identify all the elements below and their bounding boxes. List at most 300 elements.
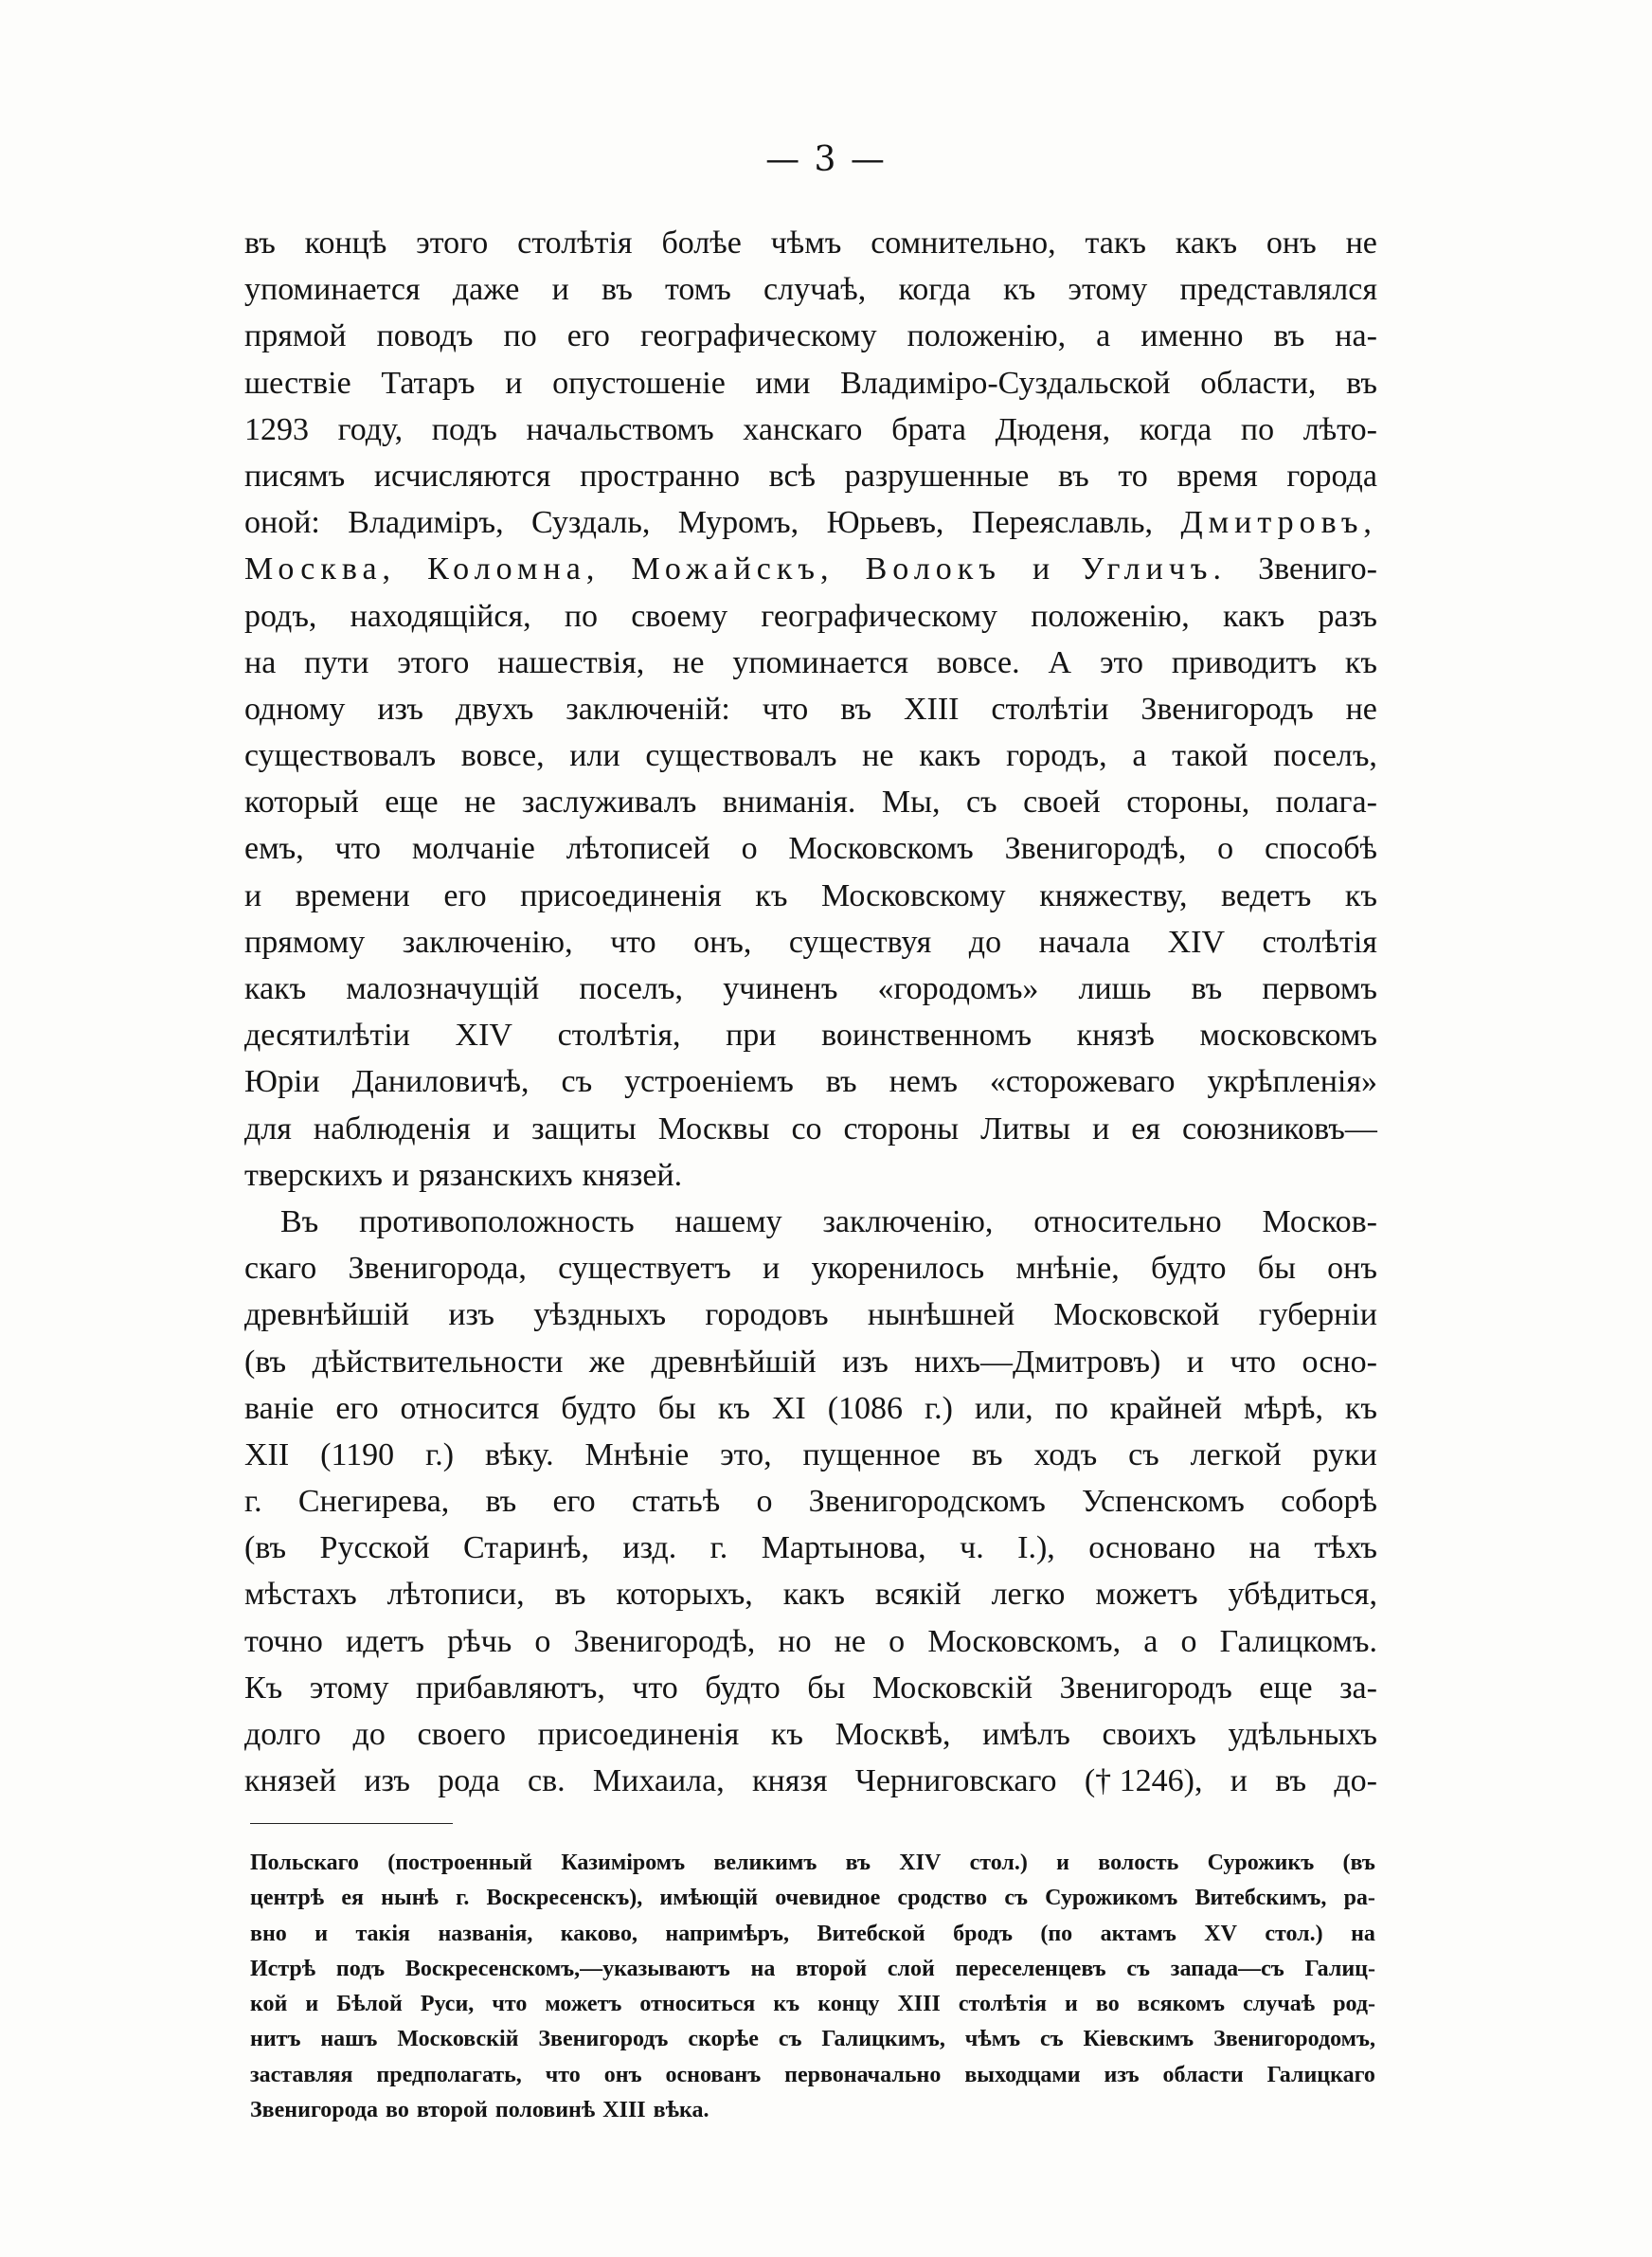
word: (1190: [320, 1436, 395, 1472]
word: прибавляютъ,: [415, 1670, 605, 1706]
body-line: [244, 732, 1377, 779]
word: и: [505, 365, 523, 401]
word: болѣе: [661, 226, 742, 261]
word: своей: [1023, 785, 1101, 821]
word: сомнительно,: [871, 226, 1056, 261]
word: которыхъ,: [616, 1577, 753, 1613]
word: съ: [1128, 1436, 1159, 1472]
word: за-: [1339, 1670, 1377, 1706]
word: лишь: [1078, 971, 1152, 1006]
word: Московскомъ,: [927, 1623, 1122, 1659]
word: такъ: [1085, 226, 1146, 261]
body-line: [244, 640, 1377, 686]
word: а: [1096, 318, 1111, 354]
word: двухъ: [455, 691, 534, 727]
word: нашествія,: [497, 644, 645, 680]
footnote-line: [250, 2093, 1375, 2128]
word: воинственномъ: [821, 1018, 1032, 1054]
word: Звенигорода: [250, 2098, 379, 2123]
body-line: [244, 1339, 1377, 1385]
word: при: [726, 1018, 777, 1054]
word: съ: [965, 785, 997, 821]
body-line: [244, 593, 1377, 640]
word: заключенію,: [402, 924, 573, 960]
word: руки: [1312, 1436, 1377, 1472]
word: пространно: [580, 458, 740, 494]
word: о: [534, 1623, 551, 1659]
word: молчаніе: [411, 831, 535, 867]
word: и: [305, 1992, 319, 2017]
word: въ: [971, 1436, 1003, 1472]
body-line: [244, 1525, 1377, 1571]
word: нитъ: [250, 2027, 301, 2052]
word: XIII: [903, 691, 960, 727]
word: предполагать,: [376, 2062, 522, 2087]
word: подъ: [335, 1956, 386, 1981]
word: Татаръ: [381, 365, 476, 401]
word: прямому: [244, 924, 366, 960]
word: ра-: [1343, 1886, 1375, 1911]
word: когда: [1139, 411, 1212, 447]
word: уѣздныхъ: [533, 1297, 667, 1333]
word: нынѣ: [381, 1886, 439, 1911]
word: немъ: [889, 1064, 958, 1100]
word: такой: [1172, 738, 1248, 774]
word: князей: [244, 1763, 337, 1799]
word: рязанскихъ: [419, 1157, 573, 1193]
word: существуя: [788, 924, 932, 960]
word: что: [610, 924, 656, 960]
word: сродство: [897, 1886, 988, 1911]
word: Мартынова,: [761, 1530, 926, 1566]
word: князя: [752, 1763, 828, 1799]
footnote-line: [250, 1987, 1375, 2022]
word: съ: [561, 1064, 593, 1100]
word: волость: [1098, 1851, 1179, 1875]
body-line: [244, 686, 1377, 732]
word: Польскаго: [250, 1851, 359, 1875]
word: пущенное: [802, 1436, 941, 1472]
word: Успенскомъ: [1081, 1484, 1245, 1520]
word: до: [968, 924, 1002, 960]
word: по: [1054, 1390, 1088, 1426]
word: стол.): [969, 1851, 1028, 1875]
word: и: [551, 272, 569, 308]
word: Можайскъ,: [631, 551, 835, 587]
word: Воскресенскъ),: [486, 1886, 643, 1911]
word: и: [492, 1110, 511, 1147]
word: Московской: [1053, 1297, 1220, 1333]
word: Волокъ: [865, 551, 1001, 587]
word: великимъ: [713, 1851, 817, 1875]
word: Галицкомъ.: [1219, 1623, 1377, 1659]
word: случаѣ: [1243, 1992, 1316, 2017]
word: идетъ: [345, 1623, 424, 1659]
word: въ: [485, 1484, 517, 1520]
word: со: [791, 1110, 822, 1147]
word: XIV: [455, 1018, 512, 1054]
word: Галиц-: [1304, 1956, 1375, 1981]
word: древнѣйшій: [651, 1344, 817, 1380]
footnote-line: [250, 1952, 1375, 1987]
body-line: [244, 825, 1377, 872]
word: изъ: [842, 1344, 889, 1380]
word: малозначущій: [346, 971, 540, 1006]
word: соборѣ: [1281, 1484, 1377, 1520]
word: имѣлъ: [982, 1717, 1070, 1752]
word: въ: [554, 1577, 586, 1613]
word: и: [1056, 1851, 1069, 1875]
word: укрѣпленія»: [1207, 1064, 1377, 1100]
word: то: [1118, 458, 1148, 494]
word: въ: [1275, 1763, 1307, 1799]
word: Литвы: [980, 1110, 1071, 1147]
body-line: [244, 919, 1377, 966]
word: случаѣ,: [763, 272, 867, 308]
word: и: [1065, 1992, 1078, 2017]
word: времени: [295, 877, 410, 913]
word: Звенигородскомъ: [808, 1484, 1046, 1520]
word: наблюденія: [313, 1110, 471, 1147]
body-line: [244, 360, 1377, 406]
word: шествіе: [244, 365, 351, 401]
word: находящійся,: [350, 598, 531, 634]
word: что: [1230, 1344, 1276, 1380]
word: съ: [1004, 1886, 1028, 1911]
word: опустошеніе: [552, 365, 726, 401]
word: его: [552, 1484, 596, 1520]
word: когда: [898, 272, 971, 308]
word: основанъ: [665, 2062, 762, 2087]
word: будто: [1150, 1251, 1227, 1287]
body-line: [244, 1711, 1377, 1758]
word: а: [1143, 1623, 1158, 1659]
word: къ: [1344, 1390, 1377, 1426]
word: губерніи: [1258, 1297, 1377, 1333]
word: концѣ: [304, 226, 387, 261]
body-line: [244, 1245, 1377, 1291]
word: въ: [845, 1851, 871, 1875]
body-line: [244, 1199, 1377, 1245]
word: Звенигородъ: [1140, 691, 1314, 727]
word: который: [244, 785, 359, 821]
word: Московскій: [871, 1670, 1033, 1706]
word: удѣльныхъ: [1228, 1717, 1377, 1752]
footnote-line: [250, 2058, 1375, 2093]
word: долго: [244, 1717, 321, 1752]
word: даже: [452, 272, 520, 308]
word: второй: [416, 2098, 488, 2123]
word: способѣ: [1265, 831, 1377, 867]
word: XIV: [899, 1851, 942, 1875]
word: Казиміромъ: [561, 1851, 686, 1875]
word: что: [492, 1992, 528, 2017]
word: XIV: [1167, 924, 1226, 960]
word: и: [314, 1921, 329, 1946]
word: столѣтія: [1262, 924, 1377, 960]
word: заключенію,: [822, 1203, 994, 1239]
word: ч.: [960, 1530, 984, 1566]
word: городовъ: [705, 1297, 829, 1333]
word: устроеніемъ: [624, 1064, 794, 1100]
word: какъ: [244, 971, 307, 1006]
word: родъ,: [244, 598, 317, 634]
word: году,: [337, 411, 404, 447]
word: будто: [561, 1390, 637, 1426]
word: легкой: [1190, 1436, 1282, 1472]
word: или,: [974, 1390, 1033, 1426]
word: статьѣ: [631, 1484, 721, 1520]
word: вниманія.: [722, 785, 856, 821]
word: что: [545, 2062, 581, 2087]
word: (въ: [244, 1344, 287, 1380]
word: писямъ: [244, 458, 346, 494]
word: очевидное: [775, 1886, 881, 1911]
word: упоминается: [244, 272, 421, 308]
word: вовсе,: [460, 738, 545, 774]
word: Галицкимъ,: [821, 2027, 945, 2052]
word: Дюденя,: [995, 411, 1111, 447]
word: XV: [1204, 1921, 1237, 1946]
word: Муромъ,: [677, 505, 799, 541]
word: скорѣе: [688, 2027, 759, 2052]
word: Московскій: [397, 2027, 519, 2052]
word: (построенный: [387, 1851, 533, 1875]
body-line: [244, 1291, 1377, 1338]
body-line: [244, 1618, 1377, 1665]
body-line: [244, 1152, 1377, 1199]
word: ведетъ: [1221, 877, 1312, 913]
word: Коломна,: [427, 551, 601, 587]
word: еще: [385, 785, 439, 821]
word: Мнѣніе: [584, 1436, 690, 1472]
word: въ: [825, 1064, 857, 1100]
main-text: [244, 220, 1377, 1804]
word: на-: [1335, 318, 1377, 354]
word: какъ: [782, 1577, 845, 1613]
word: г.): [924, 1390, 953, 1426]
word: приводитъ: [1171, 644, 1317, 680]
word: поселъ,: [1273, 738, 1377, 774]
word: во: [1095, 1992, 1120, 2017]
body-line: [244, 779, 1377, 825]
word: будто: [705, 1670, 781, 1706]
word: этому: [1068, 272, 1148, 308]
word: поводъ: [376, 318, 474, 354]
word: существовалъ: [244, 738, 437, 774]
word: противоположность: [359, 1203, 635, 1239]
word: къ: [755, 877, 788, 913]
word: Звениго-: [1258, 551, 1377, 587]
word: рѣчь: [447, 1623, 512, 1659]
word: половинѣ: [494, 2098, 596, 2123]
word: вовсе.: [936, 644, 1020, 680]
word: ея: [341, 1886, 364, 1911]
word: Владиміро-Суздальской: [840, 365, 1171, 401]
word: лѣто-: [1302, 411, 1377, 447]
word: ими: [755, 365, 811, 401]
word: существуетъ: [558, 1251, 731, 1287]
word: подъ: [431, 411, 497, 447]
word: дѣйствительности: [312, 1344, 564, 1380]
word: Старинѣ,: [463, 1530, 589, 1566]
footnote-separator: [250, 1823, 453, 1824]
word: Угличъ.: [1081, 551, 1228, 587]
word: Витебской: [817, 1921, 925, 1946]
word: Московскомъ: [788, 831, 974, 867]
word: по: [1240, 411, 1275, 447]
word: этого: [397, 644, 470, 680]
word: князѣ: [1076, 1018, 1155, 1054]
word: (1086: [827, 1390, 904, 1426]
word: род-: [1333, 1992, 1375, 2017]
word: Юрьевъ,: [826, 505, 944, 541]
word: этого: [416, 226, 489, 261]
word: онъ,: [693, 924, 752, 960]
footnote-line: [250, 1917, 1375, 1952]
word: и: [763, 1251, 781, 1287]
word: столѣтіи: [991, 691, 1109, 727]
word: ходъ: [1033, 1436, 1098, 1472]
word: лѣтописи,: [386, 1577, 525, 1613]
body-line: [244, 873, 1377, 919]
word: не: [673, 644, 705, 680]
word: изд.: [622, 1530, 677, 1566]
body-line: [244, 546, 1377, 592]
word: мѣстахъ: [244, 1577, 357, 1613]
body-line: [244, 1012, 1377, 1058]
word: стол.): [1265, 1921, 1323, 1946]
word: не: [1345, 691, 1377, 727]
word: кой: [250, 1992, 288, 2017]
body-line: [244, 220, 1377, 266]
word: и: [1230, 1763, 1248, 1799]
word: пути: [304, 644, 369, 680]
word: первомъ: [1262, 971, 1377, 1006]
word: заставляя: [250, 2062, 353, 2087]
word: «городомъ»: [877, 971, 1039, 1006]
word: имѣющій: [659, 1886, 759, 1911]
word: Михаила,: [592, 1763, 725, 1799]
word: городъ,: [1006, 738, 1107, 774]
body-line: [244, 499, 1377, 546]
word: его: [335, 1390, 379, 1426]
word: Даниловичѣ,: [351, 1064, 530, 1100]
word: Мы,: [881, 785, 941, 821]
word: основано: [1088, 1530, 1216, 1566]
word: присоединенія: [537, 1717, 740, 1752]
word: и: [1032, 551, 1050, 587]
word: что: [762, 691, 809, 727]
word: именно: [1140, 318, 1244, 354]
word: о: [1217, 831, 1234, 867]
word: въ: [244, 226, 276, 261]
word: Звенигорода,: [348, 1251, 527, 1287]
word: Московскому: [820, 877, 1006, 913]
word: что: [334, 831, 382, 867]
word: нихъ—Дмитровъ): [914, 1344, 1161, 1380]
word: относительно: [1033, 1203, 1222, 1239]
word: на: [1351, 1921, 1375, 1946]
word: это: [1099, 644, 1143, 680]
word: Москва,: [244, 551, 397, 587]
word: на: [1248, 1530, 1281, 1566]
word: слой: [887, 1956, 935, 1981]
word: Суздаль,: [531, 505, 651, 541]
word: бы: [657, 1390, 696, 1426]
word: прямой: [244, 318, 347, 354]
word: изъ: [448, 1297, 494, 1333]
word: вно: [250, 1921, 287, 1946]
word: относиться: [639, 1992, 756, 2017]
word: актамъ: [1100, 1921, 1176, 1946]
word: Звенигородъ: [538, 2027, 669, 2052]
word: столѣтія: [517, 226, 633, 261]
word: въ: [1346, 365, 1377, 401]
word: полага-: [1275, 785, 1377, 821]
word: къ: [773, 1992, 800, 2017]
word: напримѣръ,: [665, 1921, 790, 1946]
word: томъ: [664, 272, 731, 308]
word: оной:: [244, 505, 320, 541]
word: всякомъ: [1137, 1992, 1226, 2017]
word: ея: [1131, 1110, 1160, 1147]
word: Кіевскимъ: [1083, 2027, 1194, 2052]
body-line: [244, 1058, 1377, 1105]
word: разъ: [1318, 598, 1377, 634]
word: столѣтія,: [557, 1018, 681, 1054]
word: XIII: [602, 2098, 646, 2123]
word: ханскаго: [743, 411, 863, 447]
word: этому: [309, 1670, 389, 1706]
word: присоединенія: [520, 877, 722, 913]
word: исчисляются: [373, 458, 551, 494]
word: въ: [1057, 458, 1089, 494]
word: г.: [709, 1530, 728, 1566]
word: стороны: [843, 1110, 960, 1147]
word: чѣмъ: [964, 2027, 1021, 2052]
word: Переяславль,: [971, 505, 1153, 541]
word: переселенцевъ: [955, 1956, 1106, 1981]
word: стороны,: [1126, 785, 1250, 821]
word: въ: [601, 272, 633, 308]
word: столѣтія: [958, 1992, 1047, 2017]
word: и: [1186, 1344, 1204, 1380]
word: всѣ: [768, 458, 816, 494]
word: онъ: [1327, 1251, 1377, 1287]
word: лѣтописей: [566, 831, 710, 867]
word: Истрѣ: [250, 1956, 316, 1981]
word: къ: [1344, 644, 1377, 680]
word: нашъ: [320, 2027, 378, 2052]
word: можетъ: [545, 1992, 622, 2017]
body-line: [244, 266, 1377, 313]
word: Звенигородомъ,: [1213, 2027, 1375, 2052]
word: XIII: [897, 1992, 941, 2017]
word: второй: [796, 1956, 868, 1981]
word: и: [1092, 1110, 1110, 1147]
word: но: [778, 1623, 812, 1659]
word: емъ,: [244, 831, 304, 867]
word: изъ: [377, 691, 423, 727]
word: начала: [1038, 924, 1131, 960]
body-line: [244, 966, 1377, 1012]
word: съ: [1039, 2027, 1064, 2052]
word: области,: [1200, 365, 1317, 401]
word: во: [386, 2098, 409, 2123]
word: точно: [244, 1623, 323, 1659]
word: географическому: [761, 598, 998, 634]
